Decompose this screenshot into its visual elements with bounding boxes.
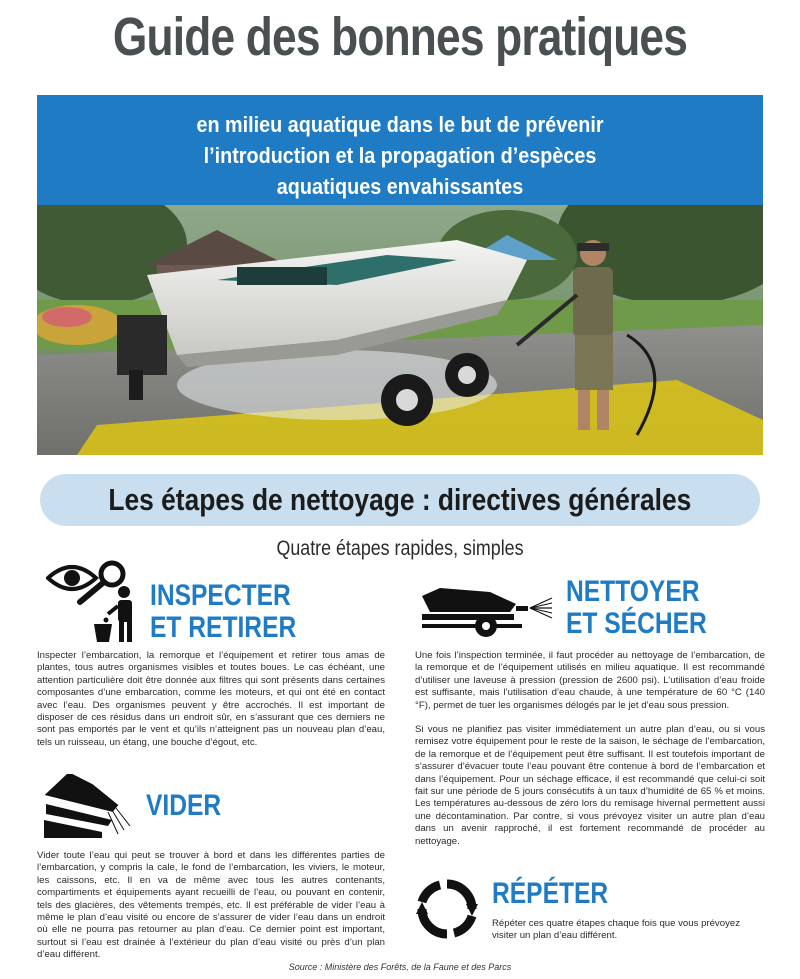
- subtitle: Quatre étapes rapides, simples: [276, 537, 524, 560]
- inspect-text: [37, 650, 385, 749]
- empty-title-text: VIDER: [146, 789, 222, 822]
- empty-title: [146, 790, 221, 822]
- banner-line-2: l’introduction et la propagation d’espèces: [203, 143, 597, 168]
- inspect-title: [150, 580, 296, 644]
- empty-paragraph: Vider toute l’eau qui peut se trouver à bord et dans les différentes parties de l’embarcation, y compris la cale, le fond de l’embarcation, les viviers, le moteur, les caissons, etc. Il en va de même avec tous les autres contenants, compartiments et équipements ayant recueilli de l’eau, ou pouvant en contenir, tels des glacières, des vêtements trempés, etc. Il est préférable de vider l’eau à même le plan d’eau visité ou encore de s’assurer de vider l’eau dans un endroit où elle ne pourra pas retourner au plan d’eau. Ce dernier point est important, surtout si l’eau est drainée à l’extérieur du plan d’eau visité ou près d’un plan d’eau différent.: [37, 850, 385, 961]
- source-credit: Source : Ministère des Forêts, de la Faune et des Parcs: [288, 962, 512, 972]
- clean-paragraph-2: Si vous ne planifiez pas visiter immédiatement un autre plan d’eau, ou si vous remisez votre équipement pour le reste de la saison, le séchage de l’embarcation, de la remorque et de l’équipement peut être suffisant. Il est toutefois important de s’assurer d’évacuer toute l’eau pouvant être contenue à bord de l’embarcation et dans l’équipement. Pour un séchage efficace, il est recommandé que celui-ci soit fait sur une période de 5 jours consécutifs à un taux d’humidité de 65 % et moins. Les températures au-dessous de zéro lors du remisage hivernal permettent aussi une décontamination. Par contre, si vous prévoyez visiter un autre plan d’eau dans un avenir rapproché, il est fortement recommandé de procéder au nettoyage.: [415, 724, 765, 847]
- steps-header-text: Les étapes de nettoyage : directives générales: [108, 482, 692, 517]
- page-title: Guide des bonnes pratiques: [112, 7, 688, 67]
- clean-title: [566, 576, 707, 640]
- repeat-paragraph: Répéter ces quatre étapes chaque fois que vous prévoyez visiter un plan d’eau différent.: [492, 918, 740, 942]
- steps-header: [40, 474, 760, 526]
- banner-line-1: en milieu aquatique dans le but de prévenir: [196, 112, 604, 137]
- clean-title-line-2: ET SÉCHER: [566, 607, 707, 640]
- boat-washing-photo: [37, 205, 763, 455]
- repeat-arrows-icon: [414, 876, 480, 942]
- repeat-title: [492, 878, 608, 910]
- banner-line-3: aquatiques envahissantes: [276, 174, 524, 199]
- inspect-title-line-1: INSPECTER: [150, 579, 291, 612]
- repeat-text: [492, 918, 764, 943]
- boat-trailer-icon: [420, 582, 555, 640]
- inspect-icon: [46, 560, 142, 644]
- clean-title-line-1: NETTOYER: [566, 575, 700, 608]
- intro-banner: [37, 95, 763, 205]
- inspect-title-line-2: ET RETIRER: [150, 611, 297, 644]
- inspect-paragraph: Inspecter l’embarcation, la remorque et l’équipement et retirer tous amas de plantes, tous autres organismes visibles et toutes boues. Le cas échéant, une attention particulière doit être donnée aux filtres qui sont présents dans certaines composantes d’une embarcation, comme les moteurs, et qui ont été en contact avec l’eau. Des organismes peuvent y être accrochés. Il est important de disposer de ces résidus dans un endroit sûr, en s’assurant que ces derniers ne sont pas emportés par le vent et qu’ils n’atteignent pas un nouveau plan d’eau, tels un ruisseau, un étang, une bouche d’égout, etc.: [37, 650, 385, 748]
- boat-draining-icon: [42, 774, 134, 840]
- repeat-title-text: RÉPÉTER: [492, 877, 609, 910]
- empty-text: [37, 850, 385, 962]
- clean-paragraph-1: Une fois l’inspection terminée, il faut procéder au nettoyage de l’embarcation, de la remorque et de l’équipement utilisés en milieu aquatique. Il est recommandé d’utiliser une laveuse à pression (pression de 2600 psi). L’utilisation d’eau froide est suffisante, mais l’utilisation d’eau chaude, à une température de 60 °C (140 °F), permet de tuer les organismes délogés par le jet d’eau sous pression.: [415, 650, 765, 711]
- clean-text: [415, 650, 765, 848]
